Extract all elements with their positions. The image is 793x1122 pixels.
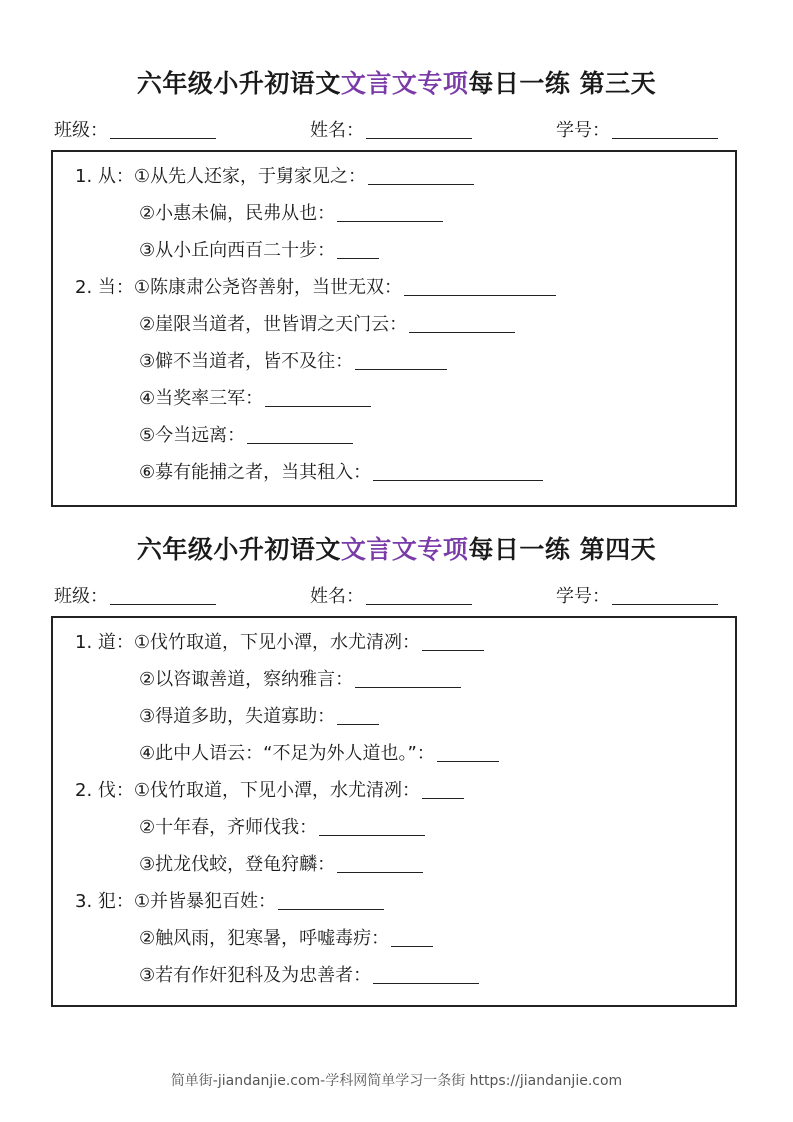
item-number: 2. 当： [75,277,134,298]
item-text: ③得道多助，失道寡助： [139,706,336,727]
answer-blank[interactable] [319,817,425,836]
answer-blank[interactable] [355,669,461,688]
title-day3 [0,64,793,100]
class-label: 班级： [54,586,108,607]
info-row-day4 [54,582,744,612]
exercise-item [75,891,384,913]
exercise-item [139,669,461,691]
id-label: 学号： [556,120,610,141]
title-day4-pre: 六年级小升初语文 [136,535,341,564]
exercise-item [139,743,499,765]
name-blank[interactable] [366,586,472,605]
title-day3-post: 每日一练 第三天 [468,69,657,98]
title-day4-highlight: 文言文专项 [340,535,469,564]
title-day4 [0,530,793,566]
answer-blank[interactable] [437,743,499,762]
exercise-item [75,632,484,654]
exercise-item [139,388,371,410]
item-text: ②十年春，齐师伐我： [139,817,318,838]
info-row-day3 [54,116,744,146]
name-label: 姓名： [310,586,364,607]
item-text: ①陈康肃公尧咨善射，当世无双： [133,277,403,298]
exercise-item [139,240,379,262]
answer-blank[interactable] [278,891,384,910]
exercise-item [139,817,425,839]
exercise-item [139,203,443,225]
item-text: ③若有作奸犯科及为忠善者： [139,965,372,986]
answer-blank[interactable] [368,166,474,185]
item-text: ④当奖率三军： [139,388,264,409]
item-text: ②崖限当道者，世皆谓之天门云： [139,314,408,335]
answer-blank[interactable] [247,425,353,444]
class-field-day4[interactable] [54,582,216,608]
answer-blank[interactable] [373,965,479,984]
item-number: 1. 道： [75,632,134,653]
title-day3-highlight: 文言文专项 [340,69,469,98]
class-blank[interactable] [110,586,216,605]
class-label: 班级： [54,120,108,141]
answer-blank[interactable] [355,351,447,370]
item-text: ①从先人还家，于舅家见之： [133,166,367,187]
answer-blank[interactable] [337,854,423,873]
exercise-item [139,314,515,336]
id-label: 学号： [556,586,610,607]
item-number: 3. 犯： [75,891,134,912]
item-number: 1. 从： [75,166,134,187]
answer-blank[interactable] [337,203,443,222]
item-text: ③从小丘向西百二十步： [139,240,336,261]
title-day4-post: 每日一练 第四天 [468,535,657,564]
item-text: ①并皆暴犯百姓： [133,891,277,912]
answer-blank[interactable] [373,462,543,481]
item-text: ①伐竹取道，下见小潭，水尤清冽： [133,632,421,653]
exercise-item [139,854,423,876]
item-text: ③扰龙伐蛟，登龟狩麟： [139,854,336,875]
title-day3-pre: 六年级小升初语文 [136,69,341,98]
item-number: 2. 伐： [75,780,134,801]
item-text: ⑥募有能捕之者，当其租入： [139,462,372,483]
item-text: ②小惠未偏，民弗从也： [139,203,336,224]
answer-blank[interactable] [422,632,484,651]
answer-blank[interactable] [265,388,371,407]
class-field-day3[interactable] [54,116,216,142]
id-field-day3[interactable] [556,116,718,142]
item-text: ②以咨诹善道，察纳雅言： [139,669,354,690]
answer-blank[interactable] [391,928,433,947]
item-text: ②触风雨，犯寒暑，呼嘘毒疠： [139,928,390,949]
exercise-item [139,965,479,987]
id-blank[interactable] [612,120,718,139]
id-field-day4[interactable] [556,582,718,608]
item-text: ④此中人语云：“不足为外人道也。”： [139,743,435,764]
exercise-item [139,706,379,728]
answer-blank[interactable] [422,780,464,799]
exercise-item [75,780,464,802]
id-blank[interactable] [612,586,718,605]
answer-blank[interactable] [337,240,379,259]
name-field-day4[interactable] [310,582,472,608]
exercise-item [139,425,353,447]
exercise-item [75,166,474,188]
exercise-item [139,928,433,950]
footer-watermark: 简单街-jiandanjie.com-学科网简单学习一条街 https://jiandanjie.com [170,1073,623,1089]
answer-blank[interactable] [337,706,379,725]
item-text: ③僻不当道者，皆不及往： [139,351,354,372]
item-text: ⑤今当远离： [139,425,246,446]
name-label: 姓名： [310,120,364,141]
answer-blank[interactable] [409,314,515,333]
name-blank[interactable] [366,120,472,139]
answer-blank[interactable] [404,277,556,296]
exercise-item [139,462,543,484]
exercise-item [139,351,447,373]
exercise-item [75,277,556,299]
name-field-day3[interactable] [310,116,472,142]
class-blank[interactable] [110,120,216,139]
item-text: ①伐竹取道，下见小潭，水尤清冽： [133,780,421,801]
